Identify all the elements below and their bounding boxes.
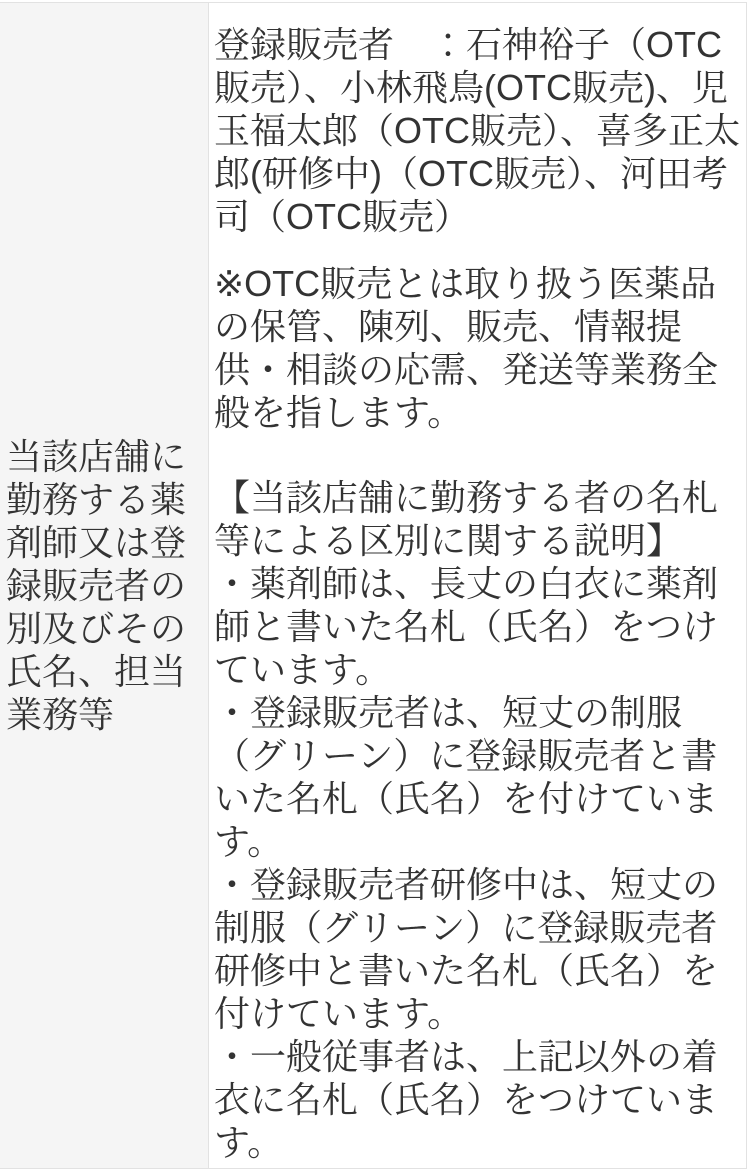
badge-rule-registered-seller: ・登録販売者は、短丈の制服（グリーン）に登録販売者と書いた名札（氏名）を付けています。 bbox=[214, 692, 719, 862]
badge-rule-registered-seller-trainee: ・登録販売者研修中は、短丈の制服（グリーン）に登録販売者研修中と書いた名札（氏名）を付けています。 bbox=[214, 864, 719, 1034]
badge-section-heading: 【当該店舗に勤務する者の名札等による区別に関する説明】 bbox=[214, 477, 719, 561]
staff-info-row bbox=[0, 3, 747, 1169]
badge-distinction-section bbox=[214, 476, 740, 1164]
registered-sellers-text: 登録販売者 ：石神裕子（OTC販売）、小林飛鳥(OTC販売)、児玉福太郎（OTC販売）、喜多正太郎(研修中)（OTC販売）、河田考司（OTC販売） bbox=[214, 24, 740, 237]
store-info-table bbox=[0, 2, 747, 1169]
badge-rule-general-staff: ・一般従事者は、上記以外の着衣に名札（氏名）をつけています。 bbox=[214, 1036, 719, 1163]
otc-sales-definition-note: ※OTC販売とは取り扱う医薬品の保管、陳列、販売、情報提供・相談の応需、発送等業務全般を指します。 bbox=[214, 263, 719, 433]
staff-info-content-cell bbox=[209, 3, 747, 1169]
row-header-staff-label: 当該店舗に勤務する薬剤師又は登録販売者の別及びその氏名、担当業務等 bbox=[0, 3, 209, 1169]
badge-rule-pharmacist: ・薬剤師は、長丈の白衣に薬剤師と書いた名札（氏名）をつけています。 bbox=[214, 563, 719, 690]
